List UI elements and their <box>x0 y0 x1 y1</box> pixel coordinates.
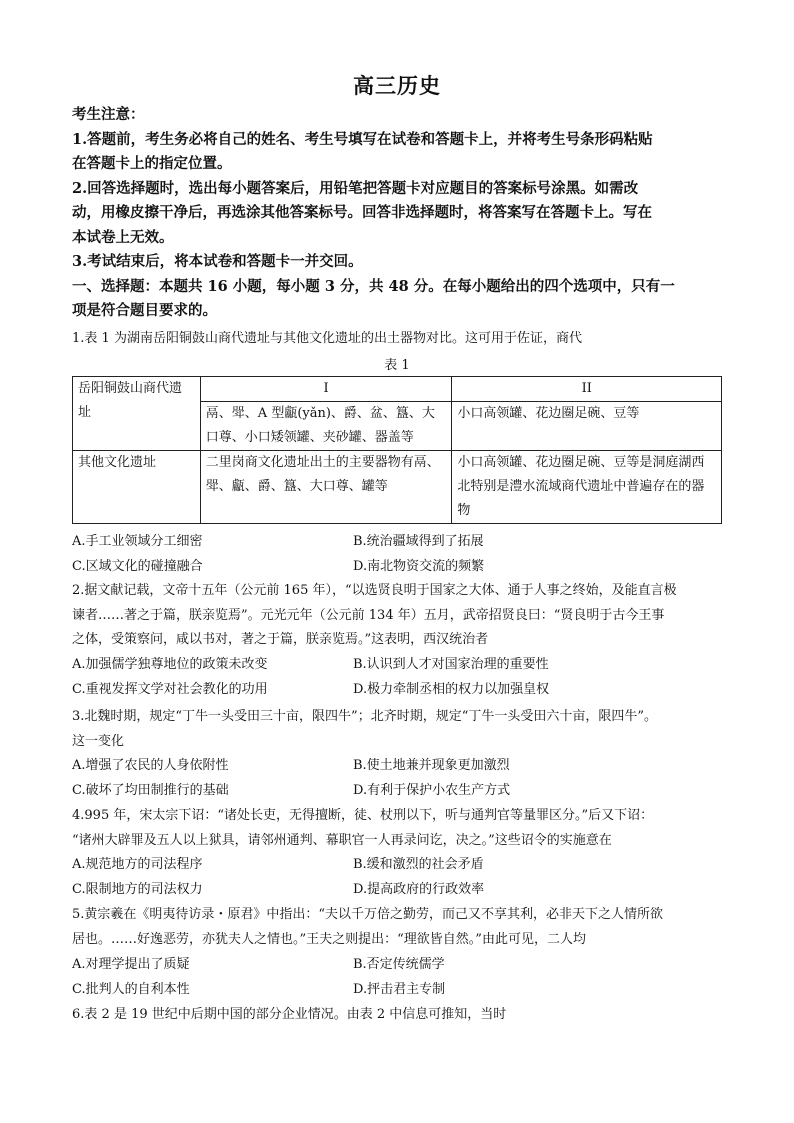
table-header-row <box>73 377 722 402</box>
notice-heading: 考生注意： <box>72 106 145 123</box>
table-row <box>73 451 722 524</box>
question-5-options <box>72 953 722 1002</box>
question-6-stem: 6.表 2 是 19 世纪中后期中国的部分企业情况。由表 2 中信息可推知，当时 <box>72 1007 507 1022</box>
option-d: D.有利于保护小农生产方式 <box>353 782 511 798</box>
option-a: A.手工业领域分工细密 <box>72 534 203 549</box>
question-5-stem: 5.黄宗羲在《明夷待访录・原君》中指出：“夫以千万倍之勤劳，而己又不享其利，必非天下之人情所欲 居也。……好逸恶劳，亦犹夫人之情也。”王夫之则提出：“理欲皆自然。”由此可见，二人均 <box>72 907 664 947</box>
notice-line: 2.回答选择题时，选出每小题答案后，用铅笔把答题卡对应题目的答案标号涂黑。如需改 <box>72 179 639 197</box>
question-1-stem: 1.表 1 为湖南岳阳铜鼓山商代遗址与其他文化遗址的出土器物对比。这可用于佐证，商代 <box>72 331 582 346</box>
option-b: B.缓和激烈的社会矛盾 <box>353 857 484 872</box>
question-4-options <box>72 853 722 902</box>
exam-notice <box>72 103 722 324</box>
option-d: D.极力牵制丞相的权力以加强皇权 <box>353 681 550 697</box>
question-1-options <box>72 530 722 579</box>
option-a: A.对理学提出了质疑 <box>72 957 190 972</box>
table-col-header: II <box>452 377 722 402</box>
question-4-stem: 4.995 年，宋太宗下诏：“诸处长吏，无得擅断，徒、杖刑以下，听与通判官等量罪区分。”后又下诏： “诸州大辟罪及五人以上狱具，请邻州通判、幕职官一人再录问讫，决之。”这些诏令的实施意在 <box>72 808 654 848</box>
option-b: B.否定传统儒学 <box>353 957 445 972</box>
section-heading: 项是符合题目要求的。 <box>72 302 217 319</box>
notice-line: 动，用橡皮擦干净后，再选涂其他答案标号。回答非选择题时，将答案写在答题卡上。写在 <box>72 204 652 221</box>
table-row-label: 岳阳铜鼓山商代遗址 <box>73 377 201 451</box>
option-b: B.使土地兼并现象更加激烈 <box>353 758 510 773</box>
table-col-header: I <box>200 377 452 402</box>
question-2-options <box>72 653 722 702</box>
option-d: D.抨击君主专制 <box>353 981 446 997</box>
notice-line: 在答题卡上的指定位置。 <box>72 155 232 172</box>
page-title: 高三历史 <box>353 73 441 98</box>
option-c: C.区域文化的碰撞融合 <box>72 558 203 574</box>
option-c: C.重视发挥文学对社会教化的功用 <box>72 681 268 697</box>
section-heading: 一、选择题：本题共 16 小题，每小题 3 分，共 48 分。在每小题给出的四个选项中，只有一 <box>72 277 675 295</box>
table-1 <box>72 376 722 524</box>
question-2-stem: 2.据文献记载，文帝十五年（公元前 165 年），“以选贤良明于国家之大体、通于人事之终始，及能直言极 谏者……著之于篇，朕亲览焉”。元光元年（公元前 134 年）五月，武帝招贤良曰：“贤良明于古今王事 之体，受策察问，咸以书对，著之于篇，朕亲览焉。”这表明，西汉统治者 <box>72 583 677 647</box>
option-b: B.统治疆域得到了拓展 <box>353 534 484 549</box>
option-c: C.限制地方的司法权力 <box>72 881 203 897</box>
question-3-options <box>72 754 722 803</box>
option-b: B.认识到人才对国家治理的重要性 <box>353 657 549 672</box>
table-cell: 小口高领罐、花边圈足碗、豆等是洞庭湖西北特别是澧水流域商代遗址中普遍存在的器物 <box>452 451 722 524</box>
option-c: C.破坏了均田制推行的基础 <box>72 782 229 798</box>
question-3-stem: 3.北魏时期，规定“丁牛一头受田三十亩，限四牛”；北齐时期，规定“丁牛一头受田六十亩，限四牛”。 这一变化 <box>72 709 657 749</box>
option-d: D.南北物资交流的频繁 <box>353 558 485 574</box>
option-d: D.提高政府的行政效率 <box>353 881 485 897</box>
option-a: A.增强了农民的人身依附性 <box>72 758 229 773</box>
table-cell: 二里岗商文化遗址出土的主要器物有鬲、斝、甗、爵、簋、大口尊、罐等 <box>200 451 452 524</box>
option-a: A.规范地方的司法程序 <box>72 857 203 872</box>
option-a: A.加强儒学独尊地位的政策未改变 <box>72 657 268 672</box>
table-cell: 鬲、斝、A 型甗(yǎn)、爵、盆、簋、大口尊、小口矮领罐、夹砂罐、器盖等 <box>200 402 452 451</box>
table-1-caption: 表 1 <box>384 358 410 373</box>
option-c: C.批判人的自利本性 <box>72 981 190 997</box>
notice-line: 本试卷上无效。 <box>72 228 174 246</box>
notice-line: 3.考试结束后，将本试卷和答题卡一并交回。 <box>72 253 363 270</box>
table-cell: 小口高领罐、花边圈足碗、豆等 <box>452 402 722 451</box>
table-row-label: 其他文化遗址 <box>73 451 201 524</box>
notice-line: 1.答题前，考生务必将自己的姓名、考生号填写在试卷和答题卡上，并将考生号条形码粘贴 <box>72 130 653 148</box>
